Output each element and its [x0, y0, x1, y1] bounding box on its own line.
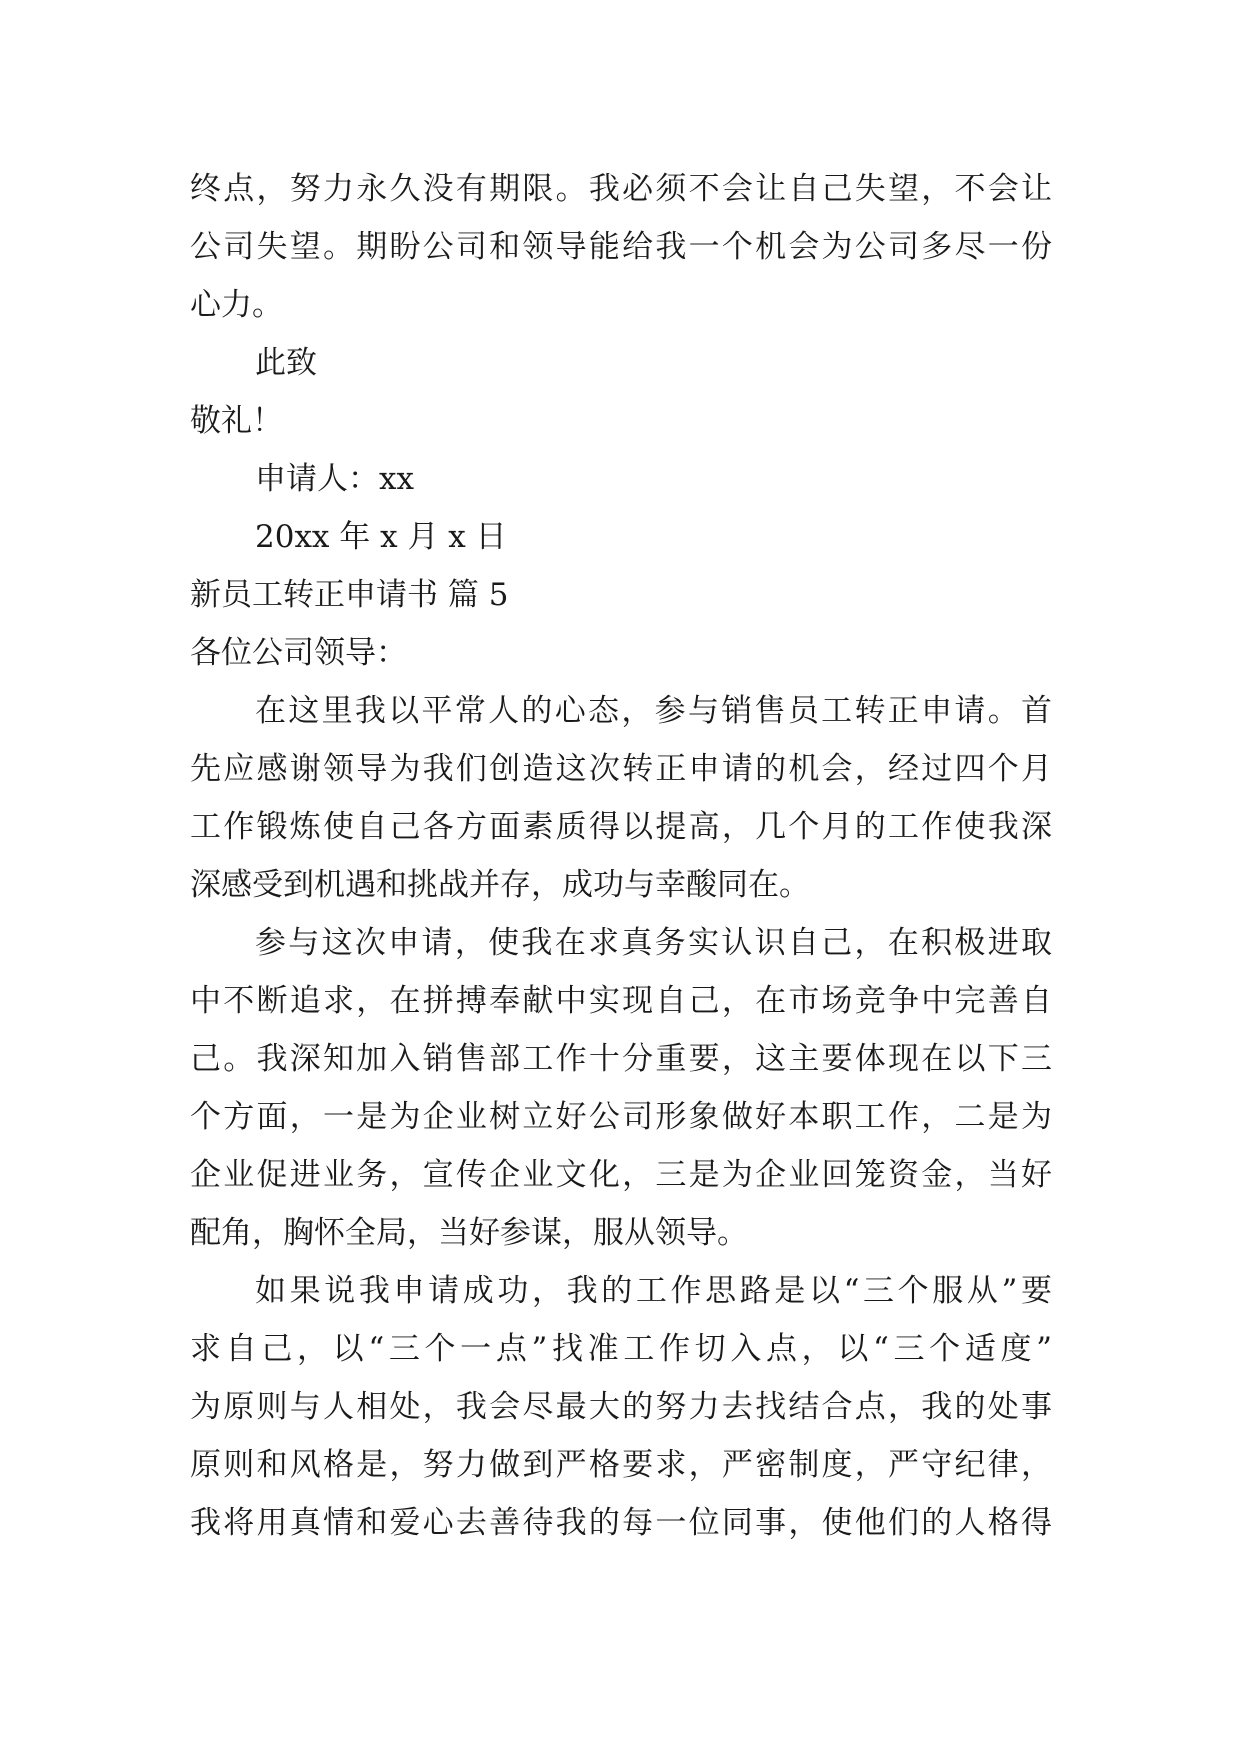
body-text-line: 中不断追求，在拼搏奉献中实现自己，在市场竞争中完善自	[190, 983, 1052, 1019]
body-text-line: 己。我深知加入销售部工作十分重要，这主要体现在以下三	[190, 1041, 1052, 1077]
body-text-line: 我将用真情和爱心去善待我的每一位同事，使他们的人格得	[190, 1505, 1052, 1541]
section-title: 新员工转正申请书 篇 5	[190, 577, 509, 613]
body-text-line: 求自己，以“三个一点”找准工作切入点，以“三个适度”	[190, 1331, 1052, 1367]
body-text-line: 为原则与人相处，我会尽最大的努力去找结合点，我的处事	[190, 1389, 1052, 1425]
body-text-line: 如果说我申请成功，我的工作思路是以“三个服从”要	[255, 1273, 1052, 1309]
body-text-line: 终点，努力永久没有期限。我必须不会让自己失望，不会让	[190, 171, 1052, 207]
body-text-line: 参与这次申请，使我在求真务实认识自己，在积极进取	[255, 925, 1052, 961]
body-text-line: 在这里我以平常人的心态，参与销售员工转正申请。首	[255, 693, 1052, 729]
body-text-line: 先应感谢领导为我们创造这次转正申请的机会，经过四个月	[190, 751, 1052, 787]
date-line: 20xx 年 x 月 x 日	[255, 519, 507, 555]
body-text-line: 工作锻炼使自己各方面素质得以提高，几个月的工作使我深	[190, 809, 1052, 845]
closing-salutation: 此致	[255, 345, 317, 381]
applicant-signature: 申请人：xx	[255, 461, 414, 497]
body-text-line: 深感受到机遇和挑战并存，成功与幸酸同在。	[190, 867, 810, 903]
body-text-line: 心力。	[190, 287, 283, 323]
body-text-line: 原则和风格是，努力做到严格要求，严密制度，严守纪律，	[190, 1447, 1052, 1483]
greeting: 各位公司领导：	[190, 635, 407, 671]
body-text-line: 公司失望。期盼公司和领导能给我一个机会为公司多尽一份	[190, 229, 1052, 265]
closing-regards: 敬礼！	[190, 403, 283, 439]
body-text-line: 企业促进业务，宣传企业文化，三是为企业回笼资金，当好	[190, 1157, 1052, 1193]
body-text-line: 配角，胸怀全局，当好参谋，服从领导。	[190, 1215, 748, 1251]
body-text-line: 个方面，一是为企业树立好公司形象做好本职工作，二是为	[190, 1099, 1052, 1135]
